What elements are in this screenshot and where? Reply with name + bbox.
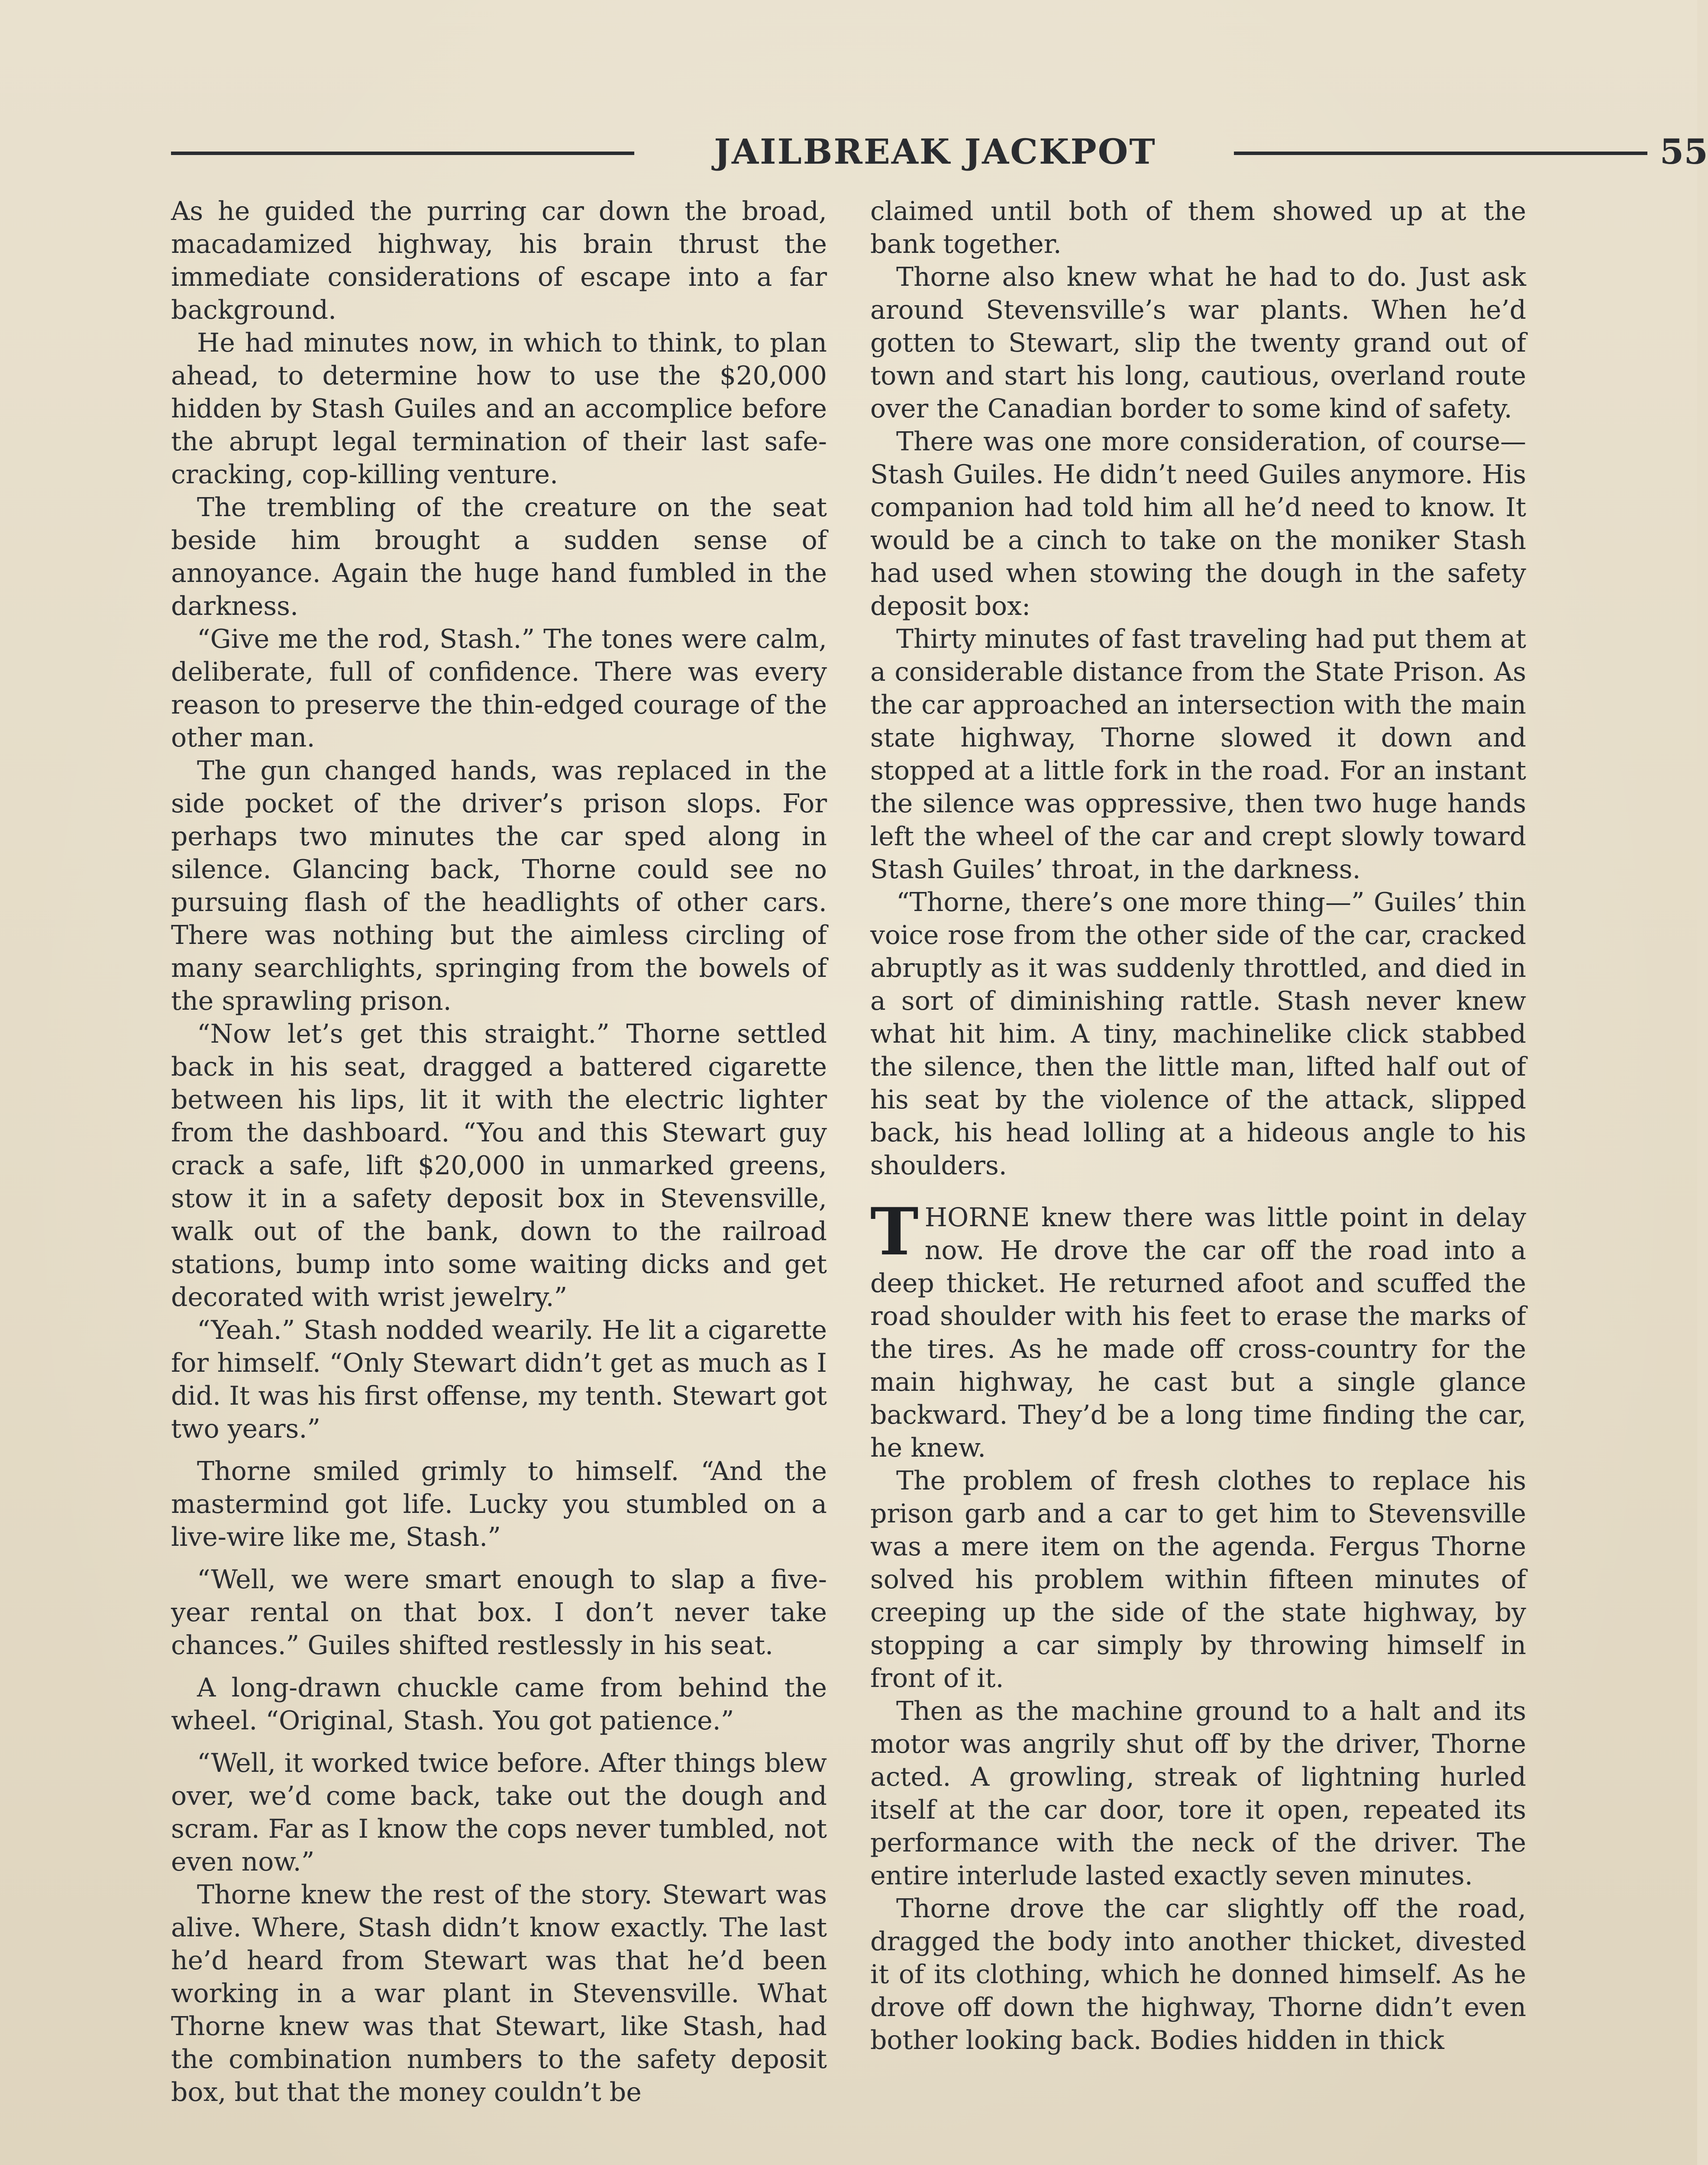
paragraph: He had minutes now, in which to think, to plan ahead, to determine how to use the $20,000 hidden by Stash Guiles and an accomplice before the abrupt legal termination of their last safe-cracking, cop-killing venture.: [171, 328, 827, 490]
paragraph: Thirty minutes of fast traveling had put them at a considerable distance from the State Prison. As the car approached an intersection with the main state highway, Thorne slowed it down and stopped at a little fork in the road. For an instant the silence was oppressive, then two huge hands left the wheel of the car and crept slowly toward Stash Guiles’ throat, in the darkness.: [870, 624, 1526, 885]
section-opening-paragraph: [870, 1194, 1526, 1464]
running-header: [171, 130, 1708, 173]
paragraph: Thorne drove the car slightly off the road, dragged the body into another thicket, divested it of its clothing, which he donned himself. As he drove off down the highway, Thorne didn’t even bother looking back. Bodies hidden in thick: [870, 1894, 1526, 2055]
paragraph: “Now let’s get this straight.” Thorne settled back in his seat, dragged a battered cigarette between his lips, lit it with the electric lighter from the dashboard. “You and this Stewart guy crack a safe, lift $20,000 in unmarked greens, stow it in a safety deposit box in Stevensville, walk out of the bank, down to the railroad stations, bump into some waiting dicks and get decorated with wrist jewelry.”: [171, 1019, 827, 1312]
section-first-text: HORNE knew there was little point in delay now. He drove the car off the road into a deep thicket. He returned afoot and scuffed the road shoulder with his feet to erase the marks of the tires. As he made off cross-country for the main highway, he cast but a single glance backward. They’d be a long time finding the car, he knew.: [870, 1202, 1526, 1463]
paragraph: “Well, it worked twice before. After things blew over, we’d come back, take out the dough and scram. Far as I know the cops never tumbled, not even now.”: [171, 1748, 827, 1877]
story-title: JAILBREAK JACKPOT: [714, 131, 1156, 172]
paragraph: “Give me the rod, Stash.” The tones were calm, deliberate, full of confidence. There was every reason to preserve the thin-edged courage of the other man.: [171, 624, 827, 753]
paragraph: The gun changed hands, was replaced in the side pocket of the driver’s prison slops. For perhaps two minutes the car sped along in silence. Glancing back, Thorne could see no pursuing flash of the headlights of other cars. There was nothing but the aimless circling of many searchlights, springing from the bowels of the sprawling prison.: [171, 756, 827, 1016]
paragraph: Then as the machine ground to a halt and its motor was angrily shut off by the driver, Thorne acted. A growling, streak of lightning hurled itself at the car door, tore it open, repeated its performance with the neck of the driver. The entire interlude lasted exactly seven minutes.: [870, 1696, 1526, 1891]
paragraph: Thorne smiled grimly to himself. “And the mastermind got life. Lucky you stumbled on a live-wire like me, Stash.”: [171, 1456, 827, 1552]
paragraph: Thorne also knew what he had to do. Just ask around Stevensville’s war plants. When he’d gotten to Stewart, slip the twenty grand out of town and start his long, cautious, overland route over the Canadian border to some kind of safety.: [870, 262, 1526, 424]
paragraph: “Yeah.” Stash nodded wearily. He lit a cigarette for himself. “Only Stewart didn’t get as much as I did. It was his first offense, my tenth. Stewart got two years.”: [171, 1315, 827, 1444]
drop-cap: T: [870, 1194, 919, 1270]
header-rule-left: [171, 152, 634, 155]
paragraph: A long-drawn chuckle came from behind the wheel. “Original, Stash. You got patience.”: [171, 1673, 827, 1736]
header-rule-right: [1234, 152, 1647, 155]
paragraph: As he guided the purring car down the broad, macadamized highway, his brain thrust the immediate considerations of escape into a far background.: [171, 196, 827, 325]
left-column: [171, 195, 827, 2165]
paragraph: There was one more consideration, of course—Stash Guiles. He didn’t need Guiles anymore. His companion had told him all he’d need to know. It would be a cinch to take on the moniker Stash had used when stowing the dough in the safety deposit box:: [870, 427, 1526, 621]
paragraph: Thorne knew the rest of the story. Stewart was alive. Where, Stash didn’t know exactly. The last he’d heard from Stewart was that he’d been working in a war plant in Stevensville. What Thorne knew was that Stewart, like Stash, had the combination numbers to the safety deposit box, but that the money couldn’t be: [171, 1880, 827, 2107]
paragraph: claimed until both of them showed up at the bank together.: [870, 196, 1526, 259]
page-number: 55: [1660, 131, 1708, 172]
paragraph: The problem of fresh clothes to replace his prison garb and a car to get him to Stevensville was a mere item on the agenda. Fergus Thorne solved his problem within fifteen minutes of creeping up the side of the state highway, by stopping a car simply by throwing himself in front of it.: [870, 1466, 1526, 1693]
paragraph: The trembling of the creature on the seat beside him brought a sudden sense of annoyance. Again the huge hand fumbled in the darkness.: [171, 492, 827, 621]
paragraph: “Thorne, there’s one more thing—” Guiles’ thin voice rose from the other side of the car, cracked abruptly as it was suddenly throttled, and died in a sort of diminishing rattle. Stash never knew what hit him. A tiny, machinelike click stabbed the silence, then the little man, lifted half out of his seat by the violence of the attack, slipped back, his head lolling at a hideous angle to his shoulders.: [870, 887, 1526, 1181]
right-column: [870, 195, 1526, 2165]
paragraph: “Well, we were smart enough to slap a five-year rental on that box. I don’t never take chances.” Guiles shifted restlessly in his seat.: [171, 1564, 827, 1661]
